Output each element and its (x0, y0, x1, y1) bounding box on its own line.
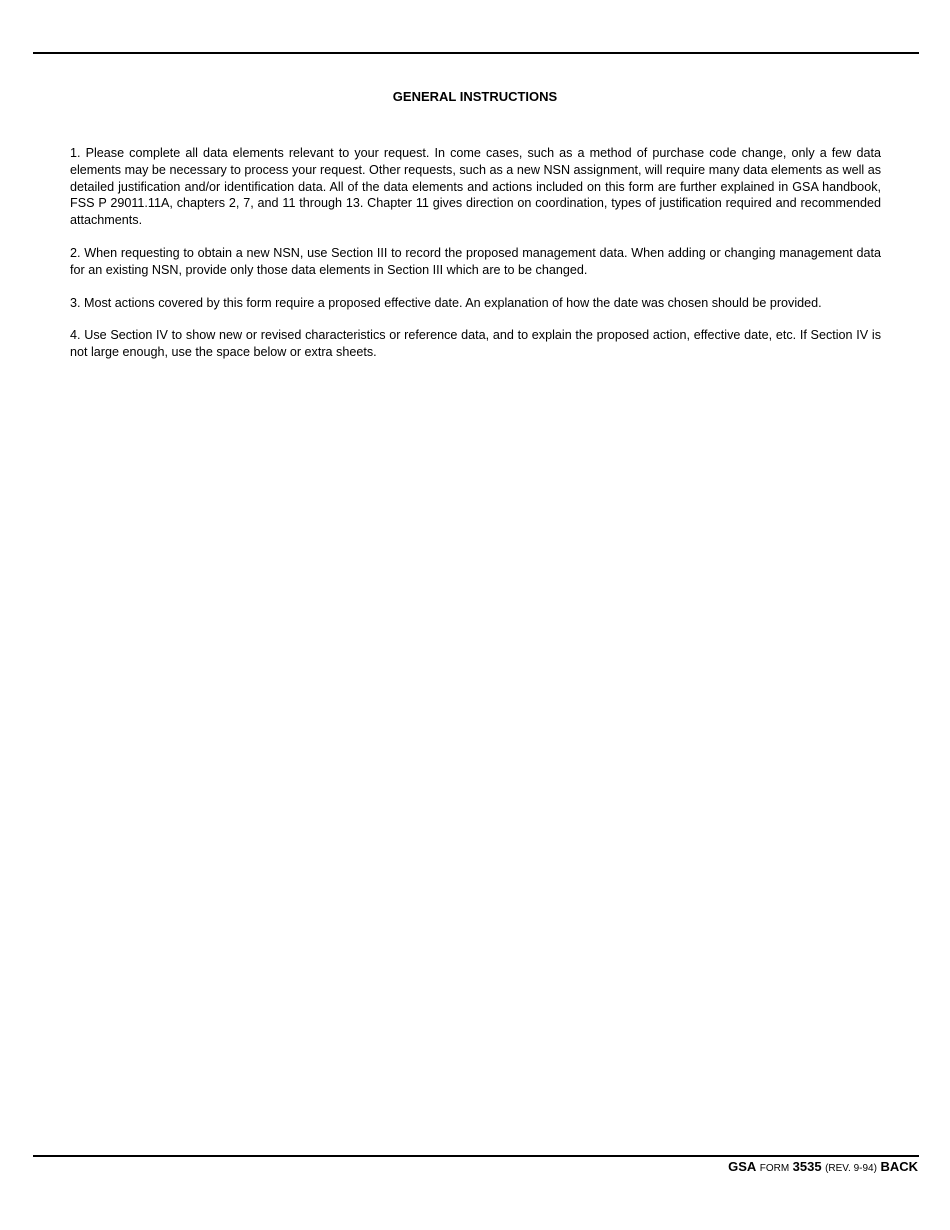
form-footer (728, 1159, 918, 1177)
page-title: GENERAL INSTRUCTIONS (392, 89, 558, 104)
bottom-rule (33, 1155, 919, 1157)
instruction-3: 3. Most actions covered by this form require a proposed effective date. An explanation of how the date was chosen should be provided. (70, 295, 822, 310)
footer-side: BACK (880, 1159, 918, 1174)
top-rule (33, 52, 919, 54)
instruction-1: 1. Please complete all data elements relevant to your request. In come cases, such as a method of purchase code change, only a few data elements may be necessary to process your request. Other requests, such as a new NSN assignment, will require many data elements as well as detailed justification and/or identification data. All of the data elements and actions included on this form are further explained in GSA handbook, FSS P 29011.11A, chapters 2, 7, and 11 through 13. Chapter 11 gives direction on coordination, types of justification required and recommended attachments. (70, 146, 881, 228)
instruction-2: 2. When requesting to obtain a new NSN, use Section III to record the proposed management data. When adding or changing management data for an existing NSN, provide only those data elements in Section III which are to be changed. (70, 245, 881, 277)
footer-revision: (REV. 9-94) (825, 1163, 877, 1174)
footer-agency: GSA (728, 1159, 757, 1174)
footer-form-number: 3535 (792, 1159, 822, 1174)
instruction-4: 4. Use Section IV to show new or revised characteristics or reference data, and to explain the proposed action, effective date, etc. If Section IV is not large enough, use the space below or extra sheets. (70, 328, 881, 360)
footer-form-word: FORM (759, 1163, 790, 1174)
instructions-list (70, 145, 881, 377)
